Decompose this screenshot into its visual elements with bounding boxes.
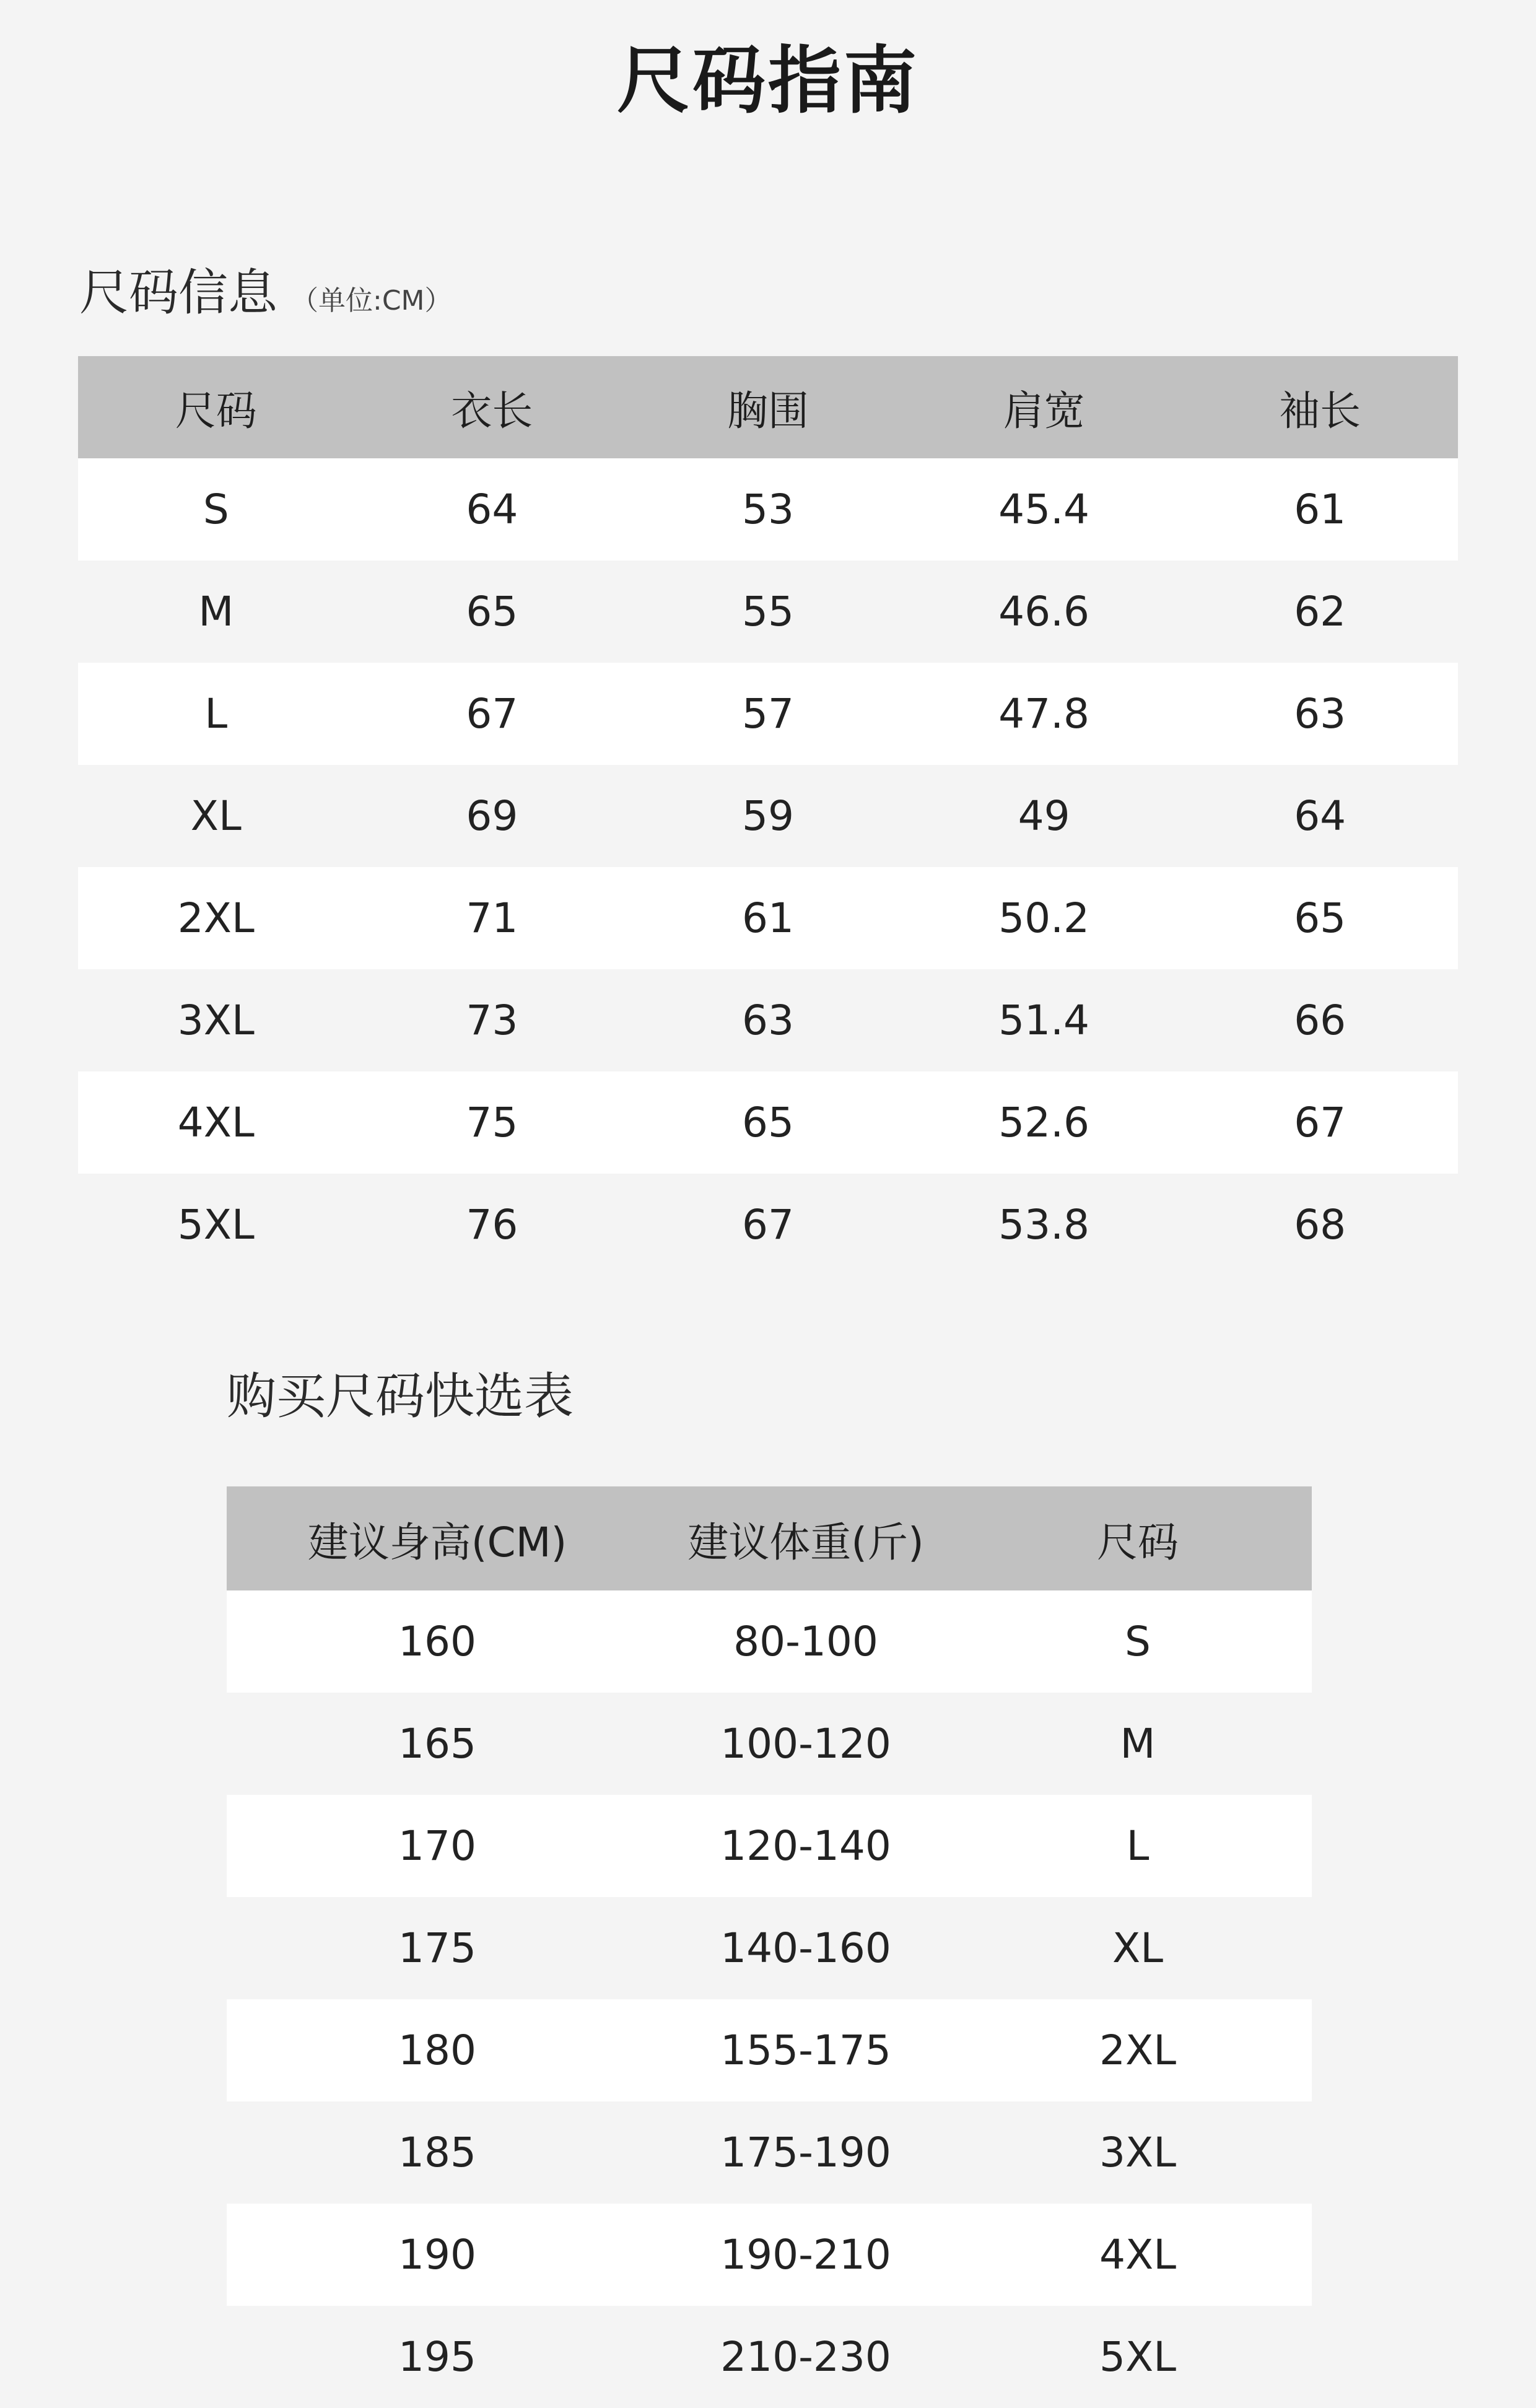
table-cell: L	[78, 663, 354, 765]
table-cell: 210-230	[648, 2306, 964, 2408]
table-row	[227, 1693, 1312, 1795]
size-table-header-chest: 胸围	[630, 356, 906, 458]
table-cell: M	[964, 1693, 1312, 1795]
size-info-unit: （单位:CM）	[291, 285, 452, 316]
table-row	[78, 1071, 1458, 1174]
table-cell: 67	[1182, 1071, 1458, 1174]
table-cell: 63	[1182, 663, 1458, 765]
table-row	[78, 765, 1458, 867]
table-row	[78, 561, 1458, 663]
table-cell: 64	[1182, 765, 1458, 867]
table-cell: 73	[354, 969, 631, 1071]
table-cell: XL	[964, 1897, 1312, 1999]
table-cell: 3XL	[964, 2101, 1312, 2204]
table-cell: 5XL	[78, 1174, 354, 1276]
table-cell: S	[78, 458, 354, 561]
size-info-title	[79, 259, 452, 335]
table-cell: 65	[1182, 867, 1458, 969]
table-cell: 100-120	[648, 1693, 964, 1795]
table-row	[227, 2204, 1312, 2306]
table-cell: 55	[630, 561, 906, 663]
size-table-header-length: 衣长	[354, 356, 631, 458]
table-cell: 4XL	[964, 2204, 1312, 2306]
table-cell: 80-100	[648, 1590, 964, 1693]
table-row	[78, 867, 1458, 969]
table-cell: 140-160	[648, 1897, 964, 1999]
table-cell: 185	[227, 2101, 648, 2204]
table-cell: 64	[354, 458, 631, 561]
table-row	[227, 1795, 1312, 1897]
table-cell: 76	[354, 1174, 631, 1276]
table-cell: 61	[1182, 458, 1458, 561]
quick-select-title: 购买尺码快选表	[227, 1368, 574, 1425]
table-cell: S	[964, 1590, 1312, 1693]
table-cell: 120-140	[648, 1795, 964, 1897]
table-cell: 65	[630, 1071, 906, 1174]
table-cell: 67	[354, 663, 631, 765]
table-cell: M	[78, 561, 354, 663]
table-cell: 57	[630, 663, 906, 765]
table-cell: 175-190	[648, 2101, 964, 2204]
table-cell: 50.2	[906, 867, 1182, 969]
table-cell: 195	[227, 2306, 648, 2408]
table-cell: 4XL	[78, 1071, 354, 1174]
table-row	[227, 2101, 1312, 2204]
table-cell: 190	[227, 2204, 648, 2306]
table-cell: 46.6	[906, 561, 1182, 663]
quick-table-header-row	[227, 1486, 1312, 1590]
table-row	[227, 1999, 1312, 2101]
table-cell: 160	[227, 1590, 648, 1693]
table-row	[78, 663, 1458, 765]
table-row	[227, 1897, 1312, 1999]
size-table-header-row	[78, 356, 1458, 458]
size-info-title-text: 尺码信息	[79, 264, 277, 321]
table-cell: 155-175	[648, 1999, 964, 2101]
table-cell: 69	[354, 765, 631, 867]
quick-select-table	[227, 1486, 1312, 2408]
table-row	[227, 1590, 1312, 1693]
table-cell: L	[964, 1795, 1312, 1897]
table-row	[78, 969, 1458, 1071]
quick-table-header-weight: 建议体重(斤)	[648, 1486, 964, 1590]
quick-table-header-height: 建议身高(CM)	[227, 1486, 648, 1590]
size-table-header-size: 尺码	[78, 356, 354, 458]
table-cell: 5XL	[964, 2306, 1312, 2408]
table-cell: 165	[227, 1693, 648, 1795]
table-cell: 75	[354, 1071, 631, 1174]
table-cell: 175	[227, 1897, 648, 1999]
table-cell: 51.4	[906, 969, 1182, 1071]
table-cell: 3XL	[78, 969, 354, 1071]
table-cell: 53	[630, 458, 906, 561]
quick-table-header-size: 尺码	[964, 1486, 1312, 1590]
table-cell: 180	[227, 1999, 648, 2101]
table-cell: 53.8	[906, 1174, 1182, 1276]
table-cell: XL	[78, 765, 354, 867]
size-table-header-shoulder: 肩宽	[906, 356, 1182, 458]
table-cell: 45.4	[906, 458, 1182, 561]
table-cell: 63	[630, 969, 906, 1071]
table-row	[78, 1174, 1458, 1276]
table-cell: 59	[630, 765, 906, 867]
page-title: 尺码指南	[616, 38, 919, 123]
table-cell: 62	[1182, 561, 1458, 663]
table-row	[78, 458, 1458, 561]
table-cell: 49	[906, 765, 1182, 867]
table-cell: 68	[1182, 1174, 1458, 1276]
table-cell: 61	[630, 867, 906, 969]
table-cell: 190-210	[648, 2204, 964, 2306]
table-cell: 2XL	[964, 1999, 1312, 2101]
size-info-table	[78, 356, 1458, 1276]
table-cell: 67	[630, 1174, 906, 1276]
table-cell: 66	[1182, 969, 1458, 1071]
table-cell: 52.6	[906, 1071, 1182, 1174]
table-cell: 170	[227, 1795, 648, 1897]
table-cell: 71	[354, 867, 631, 969]
table-cell: 65	[354, 561, 631, 663]
table-row	[227, 2306, 1312, 2408]
table-cell: 47.8	[906, 663, 1182, 765]
table-cell: 2XL	[78, 867, 354, 969]
size-table-header-sleeve: 袖长	[1182, 356, 1458, 458]
